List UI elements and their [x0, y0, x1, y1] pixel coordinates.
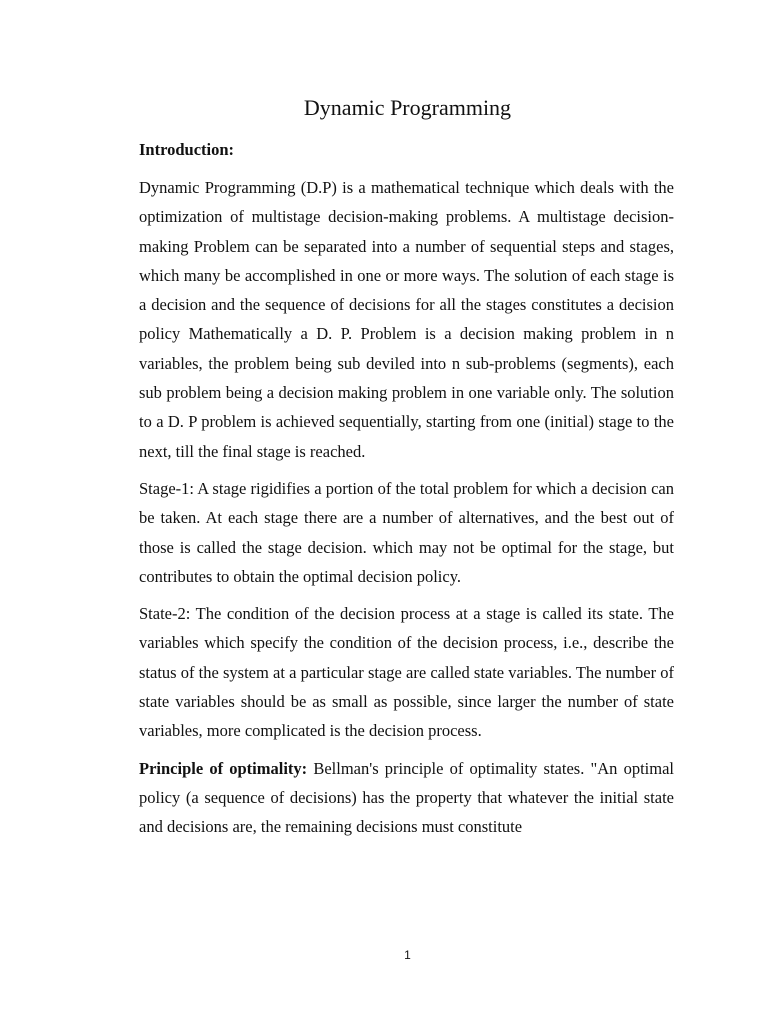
- paragraph-stage: Stage-1: A stage rigidifies a portion of the total problem for which a decision can be taken. At each stage there are a number of alternatives, and the best out of those is called the stage decision. which may not be optimal for the stage, but contributes to obtain the optimal decision policy.: [139, 478, 674, 586]
- introduction-heading: Introduction:: [139, 140, 235, 159]
- paragraph-introduction: Dynamic Programming (D.P) is a mathematical technique which deals with the optimization of multistage decision-making problems. A multistage decision- making Problem can be separated into a number of sequential steps and stages, which many be accomplished in one or more ways. The solution of each stage is a decision and the sequence of decisions for all the stages constitutes a decision policy Mathematically a D. P. Problem is a decision making problem in n variables, the problem being sub deviled into n sub-problems (segments), each sub problem being a decision making problem in one variable only. The solution to a D. P problem is achieved sequentially, starting from one (initial) stage to the next, till the final stage is reached.: [139, 178, 674, 461]
- principle-of-optimality-text: Bellman's principle of optimality states. "An optimal policy (a sequence of decisions) has the property that whatever the initial state and decisions are, the remaining decisions must constitute: [139, 758, 674, 837]
- document-title: Dynamic Programming: [303, 95, 512, 120]
- principle-of-optimality-lead: Principle of optimality:: [139, 758, 308, 778]
- page-number: 1: [404, 948, 411, 962]
- paragraph-principle-of-optimality: [139, 754, 674, 842]
- paragraph-state: State-2: The condition of the decision process at a stage is called its state. The variables which specify the condition of the decision process, i.e., describe the status of the system at a particular stage are called state variables. The number of state variables should be as small as possible, since larger the number of state variables, more complicated is the decision process.: [139, 604, 674, 741]
- document-body: [139, 138, 674, 842]
